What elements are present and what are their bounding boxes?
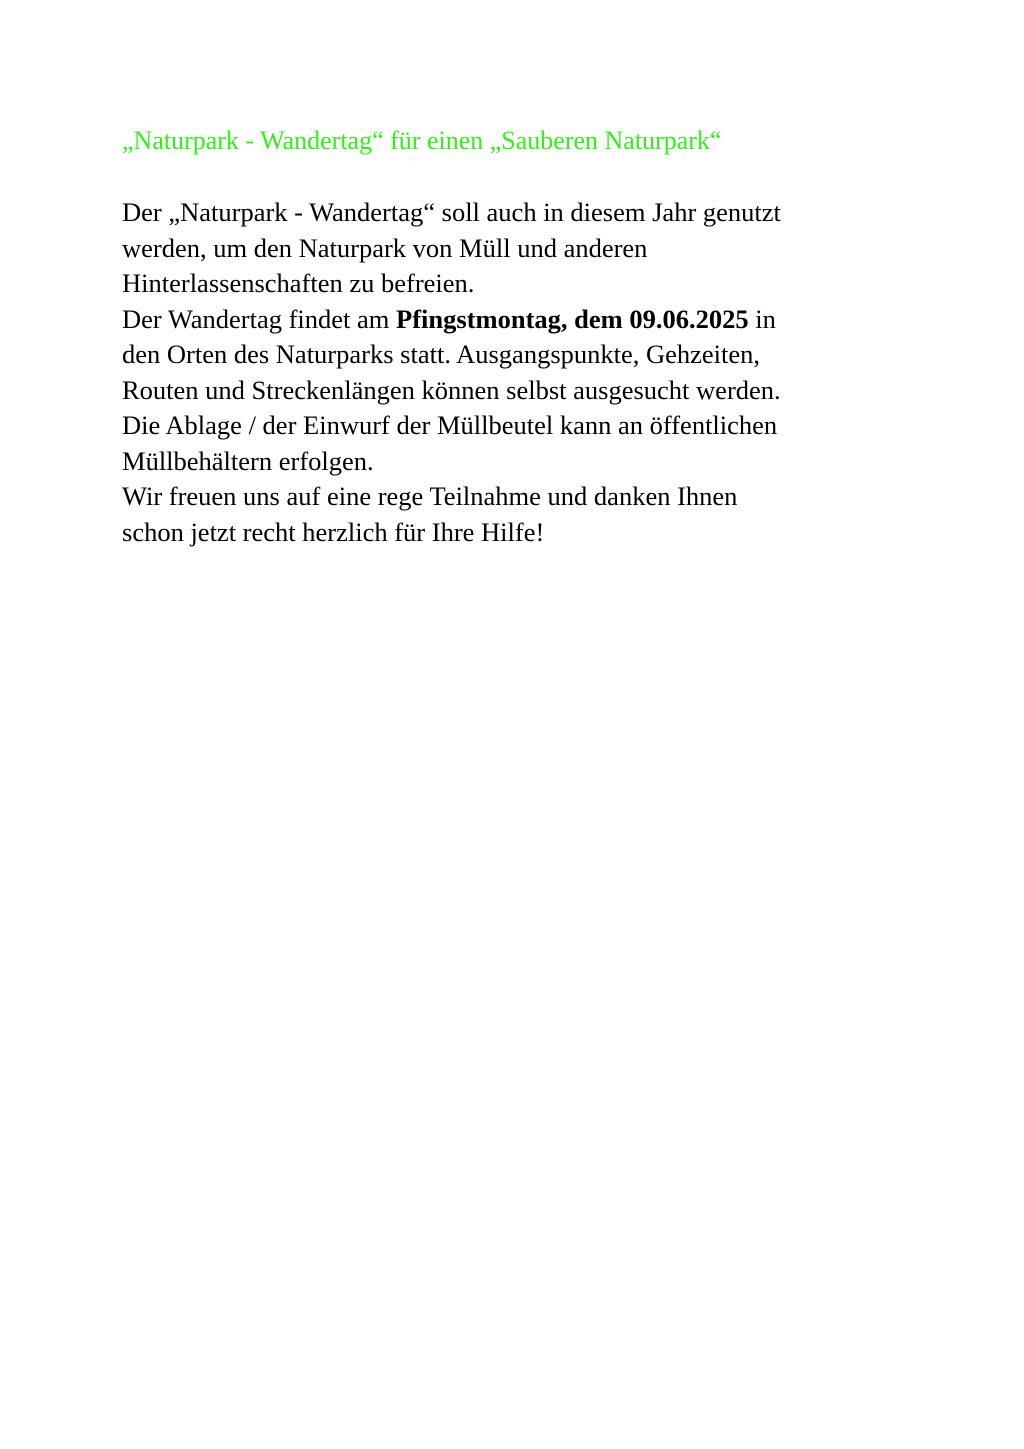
paragraph-disposal [122, 408, 912, 479]
paragraph-thanks [122, 479, 912, 550]
text-line: werden, um den Naturpark von Müll und anderen [122, 232, 648, 263]
text-line: Hinterlassenschaften zu befreien. [122, 268, 475, 298]
text-segment: Der Wandertag findet am [122, 303, 397, 334]
text-line: den Orten des Naturparks statt. Ausgangspunkte, Gehzeiten, [122, 339, 761, 369]
text-line: Müllbehältern erfolgen. [122, 445, 374, 476]
text-segment: in [748, 303, 776, 334]
text-line: Die Ablage / der Einwurf der Müllbeutel kann an öffentlichen [122, 410, 778, 440]
event-date: Pfingstmontag, dem 09.06.2025 [396, 303, 749, 334]
text-line: Routen und Streckenlängen können selbst ausgesucht werden. [122, 374, 781, 405]
text-line: schon jetzt recht herzlich für Ihre Hilfe! [122, 516, 545, 547]
text-line: Der „Naturpark - Wandertag“ soll auch in diesem Jahr genutzt [122, 197, 781, 227]
paragraph-intro [122, 195, 912, 302]
document-title: „Naturpark - Wandertag“ für einen „Sauberen Naturpark“ [122, 126, 722, 155]
document-body [122, 195, 912, 550]
text-line [122, 302, 912, 338]
paragraph-date [122, 302, 912, 409]
text-line: Wir freuen uns auf eine rege Teilnahme und danken Ihnen [122, 481, 738, 511]
